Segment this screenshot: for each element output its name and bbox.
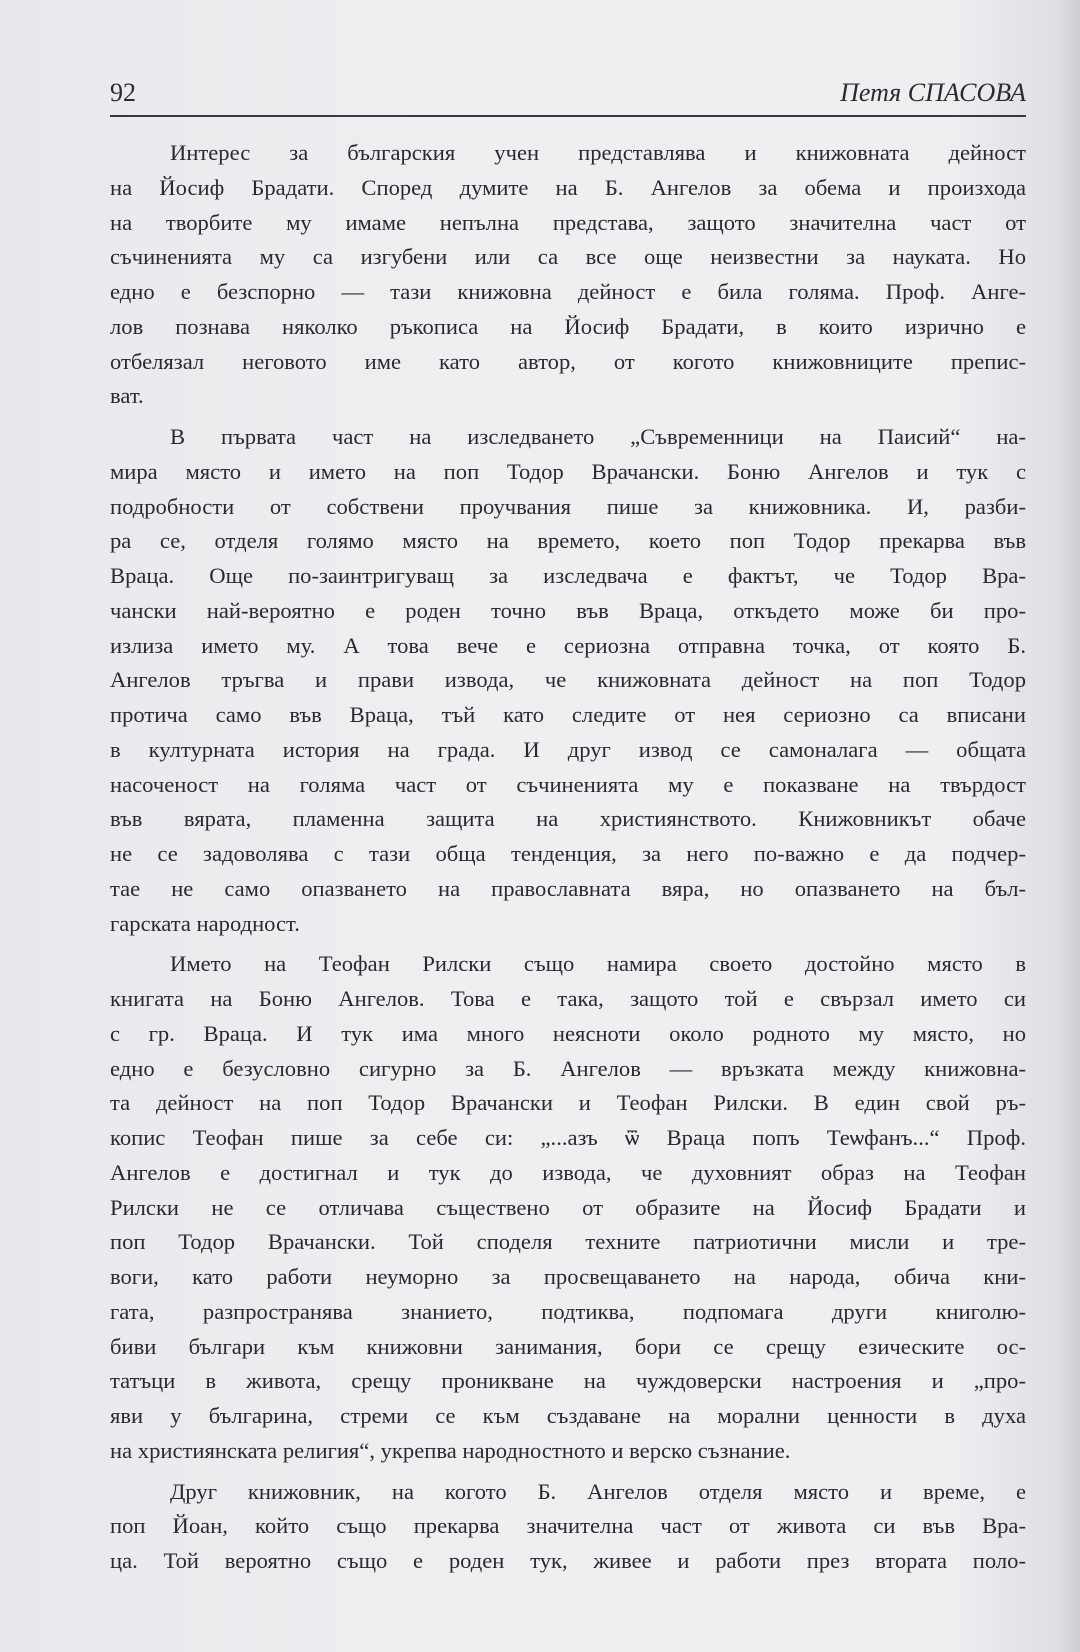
text-line: съчиненията му са изгубени или са все още неизвестни за науката. Но (110, 244, 1026, 270)
text-line: с гр. Враца. И тук има много неясноти около родното му място, но (110, 1020, 1026, 1046)
text-line: татъци в живота, срещу проникване на чуждоверски настроения и „про- (110, 1368, 1026, 1394)
text-line: едно е безспорно — тази книжовна дейност е била голяма. Проф. Анге- (110, 279, 1026, 304)
text-line: чански най-вероятно е роден точно във Враца, откъдето може би про- (110, 597, 1026, 623)
text-line: едно е безусловно сигурно за Б. Ангелов — връзката между книжовна- (110, 1055, 1026, 1081)
text-line: подробности от собствени проучвания пише за книжовника. И, разби- (110, 493, 1026, 519)
running-head-author: Петя СПАСОВА (840, 78, 1026, 107)
text-line: лов познава няколко ръкописа на Йосиф Брадати, в които изрично е (110, 313, 1026, 339)
text-line: Името на Теофан Рилски също намира своето достойно място в (170, 951, 1026, 977)
text-line: Интерес за българския учен представлява и книжовната дейност (170, 140, 1026, 165)
text-line: мира място и името на поп Тодор Врачански. Боню Ангелов и тук с (110, 458, 1026, 484)
text-line: Ангелов е достигнал и тук до извода, че духовният образ на Теофан (110, 1159, 1026, 1185)
page-number: 92 (110, 78, 136, 107)
text-line: копис Теофан пише за себе си: „...азъ ѿ Враца попъ Теѡфанъ...“ Проф. (110, 1125, 1026, 1150)
text-line: ра се, отделя голямо място на времето, което поп Тодор прекарва във (110, 528, 1026, 554)
text-line: гарската народност. (110, 910, 300, 936)
text-line: Друг книжовник, на когото Б. Ангелов отделя място и време, е (170, 1478, 1026, 1504)
text-line: та дейност на поп Тодор Врачански и Теофан Рилски. В един свой ръ- (110, 1090, 1026, 1116)
header-rule (110, 115, 1026, 117)
text-line: в културната история на града. И друг извод се самоналага — общата (110, 736, 1026, 762)
text-line: насоченост на голяма част от съчиненията му е показване на твърдост (110, 771, 1026, 797)
text-line: във вярата, пламенна защита на християнството. Книжовникът обаче (110, 806, 1026, 832)
text-line: протича само във Враца, тъй като следите от нея сериозно са вписани (110, 702, 1026, 727)
text-line: воги, като работи неуморно за просвещаването на народа, обича кни- (110, 1264, 1026, 1289)
text-line: Враца. Още по-заинтригуващ за изследвача е фактът, че Тодор Вра- (110, 563, 1026, 588)
text-line: ца. Той вероятно също е роден тук, живее и работи през втората поло- (110, 1548, 1026, 1573)
text-line: ват. (110, 383, 144, 409)
text-line: отбелязал неговото име като автор, от когото книжовниците препис- (110, 348, 1026, 374)
page-edge-shadow (1058, 0, 1080, 1652)
text-line: поп Тодор Врачански. Той споделя техните патриотични мисли и тре- (110, 1229, 1026, 1255)
text-line: яви у българина, стреми се към създаване на морални ценности в духа (110, 1403, 1026, 1428)
text-line: гата, разпространява знанието, подтиква, подпомага други книголю- (110, 1298, 1026, 1324)
text-line: В първата част на изследването „Съвременници на Паисий“ на- (170, 424, 1026, 449)
text-line: поп Йоан, който също прекарва значителна част от живота си във Вра- (110, 1513, 1026, 1539)
text-line: Рилски не се отличава съществено от образите на Йосиф Брадати и (110, 1194, 1026, 1220)
text-line: Ангелов тръгва и прави извода, че книжовната дейност на поп Тодор (110, 667, 1026, 693)
text-line: излиза името му. А това вече е сериозна отправна точка, от която Б. (110, 632, 1026, 658)
text-line: не се задоволява с тази обща тенденция, за него по-важно е да подчер- (110, 841, 1026, 866)
page-header (110, 76, 1026, 114)
text-line: на Йосиф Брадати. Според думите на Б. Ангелов за обема и произхода (110, 174, 1026, 200)
text-line: биви българи към книжовни занимания, бори се срещу езическите ос- (110, 1333, 1026, 1359)
text-line: на християнската религия“, укрепва народностното и верско съзнание. (110, 1437, 791, 1463)
body-text (110, 136, 1026, 1579)
text-line: книгата на Боню Ангелов. Това е така, защото той е свързал името си (110, 986, 1026, 1011)
text-line: тае не само опазването на православната вяра, но опазването на бъл- (110, 875, 1026, 901)
text-line: на творбите му имаме непълна представа, защото значителна част от (110, 209, 1026, 235)
